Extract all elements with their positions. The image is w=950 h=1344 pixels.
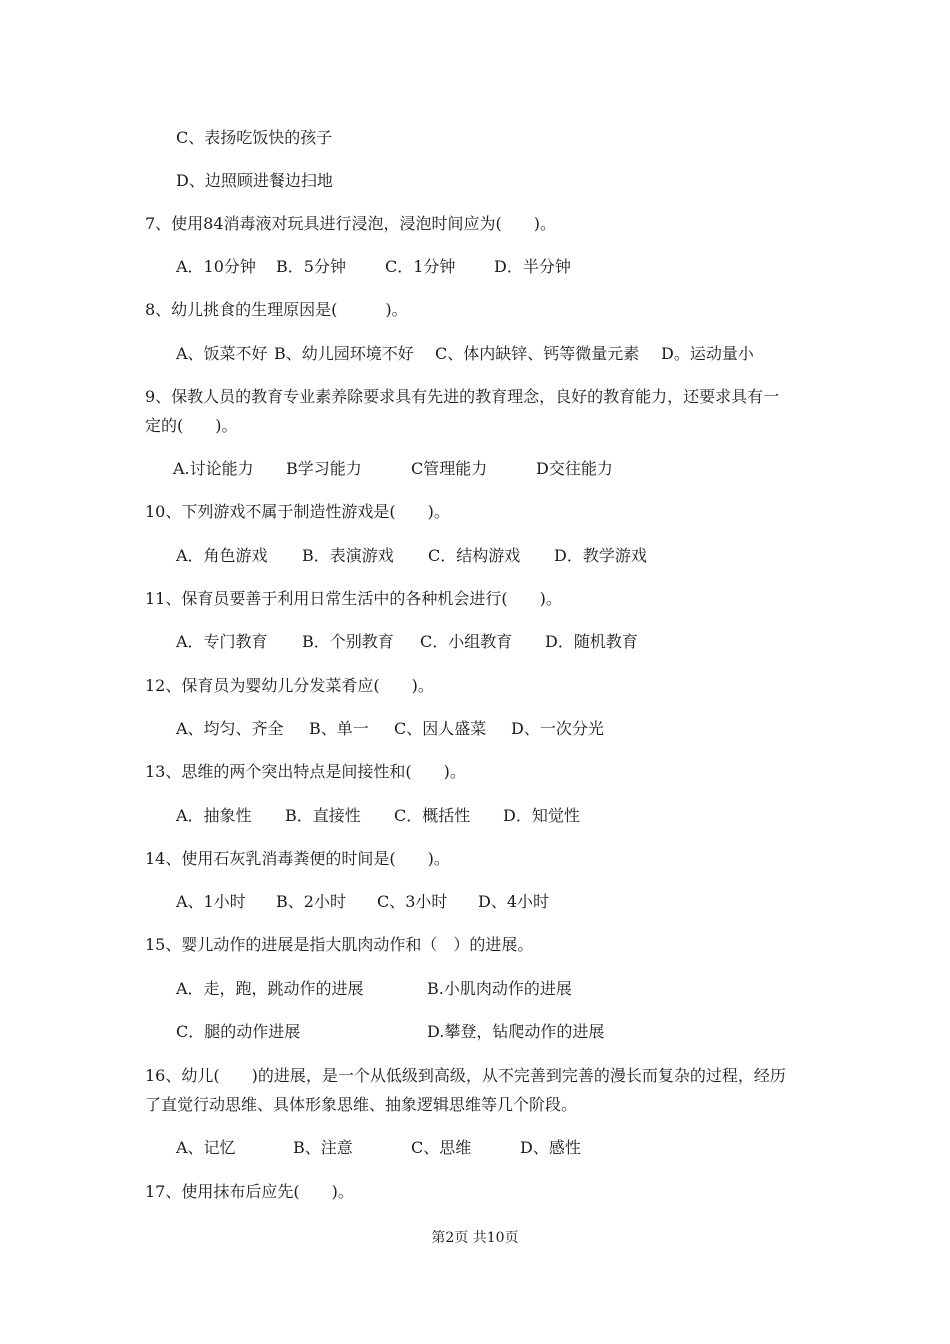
q6-option-d: D、边照顾进餐边扫地 (176, 171, 333, 190)
q15-question: 15、婴儿动作的进展是指大肌肉动作和（ ）的进展。 (145, 935, 534, 954)
q9-option-c: C管理能力 (411, 459, 488, 478)
q16-option-c: C、思维 (411, 1138, 472, 1157)
q10-option-b: B．表演游戏 (302, 546, 394, 565)
q7-option-a: A．10分钟 (176, 257, 256, 276)
q12-option-c: C、因人盛菜 (394, 719, 487, 738)
q11-option-b: B．个别教育 (302, 632, 394, 651)
q9-option-a: A.讨论能力 (173, 459, 254, 478)
q14-question: 14、使用石灰乳消毒粪便的时间是( )。 (145, 849, 450, 868)
q10-option-a: A．角色游戏 (176, 546, 268, 565)
q13-option-c: C．概括性 (394, 806, 471, 825)
q17-question: 17、使用抹布后应先( )。 (145, 1182, 354, 1201)
q10-option-d: D．教学游戏 (554, 546, 647, 565)
q9-question-line2: 定的( )。 (145, 416, 238, 435)
q16-question-line2: 了直觉行动思维、具体形象思维、抽象逻辑思维等几个阶段。 (145, 1095, 578, 1114)
q12-option-d: D、一次分光 (511, 719, 604, 738)
q16-option-a: A、记忆 (176, 1138, 236, 1157)
q12-option-b: B、单一 (309, 719, 369, 738)
q16-question-line1: 16、幼儿( )的进展，是一个从低级到高级，从不完善到完善的漫长而复杂的过程，经历 (145, 1066, 786, 1085)
q11-option-c: C．小组教育 (420, 632, 513, 651)
q7-option-b: B．5分钟 (276, 257, 346, 276)
q9-option-d: D交往能力 (536, 459, 613, 478)
q15-option-a: A．走，跑，跳动作的进展 (176, 979, 364, 998)
q16-option-b: B、注意 (293, 1138, 353, 1157)
q12-option-a: A、均匀、齐全 (176, 719, 284, 738)
q14-option-a: A、1小时 (176, 892, 246, 911)
q14-option-b: B、2小时 (276, 892, 346, 911)
q8-option-a: A、饭菜不好 (176, 344, 268, 363)
q15-option-c: C．腿的动作进展 (176, 1022, 301, 1041)
q8-question: 8、幼儿挑食的生理原因是( )。 (145, 300, 408, 319)
q8-option-b: B、幼儿园环境不好 (274, 344, 414, 363)
q9-option-b: B学习能力 (286, 459, 362, 478)
q11-question: 11、保育员要善于利用日常生活中的各种机会进行( )。 (145, 589, 562, 608)
q7-option-d: D．半分钟 (494, 257, 571, 276)
q13-option-d: D．知觉性 (503, 806, 580, 825)
q9-question-line1: 9、保教人员的教育专业素养除要求具有先进的教育理念，良好的教育能力，还要求具有一 (145, 387, 780, 406)
q14-option-d: D、4小时 (478, 892, 550, 911)
q13-question: 13、思维的两个突出特点是间接性和( )。 (145, 762, 466, 781)
q13-option-b: B．直接性 (285, 806, 361, 825)
q14-option-c: C、3小时 (377, 892, 448, 911)
page-number-footer: 第2页 共10页 (431, 1230, 519, 1246)
q6-option-c: C、表扬吃饭快的孩子 (176, 128, 333, 147)
q10-question: 10、下列游戏不属于制造性游戏是( )。 (145, 502, 450, 521)
q8-option-d: D。运动量小 (661, 344, 754, 363)
q7-option-c: C．1分钟 (385, 257, 456, 276)
q15-option-d: D.攀登，钻爬动作的进展 (427, 1022, 605, 1041)
q7-question: 7、使用84消毒液对玩具进行浸泡，浸泡时间应为( )。 (145, 214, 557, 233)
q16-option-d: D、感性 (520, 1138, 581, 1157)
q13-option-a: A．抽象性 (176, 806, 252, 825)
q11-option-d: D．随机教育 (545, 632, 638, 651)
q15-option-b: B.小肌肉动作的进展 (427, 979, 572, 998)
q8-option-c: C、体内缺锌、钙等微量元素 (435, 344, 640, 363)
q10-option-c: C．结构游戏 (428, 546, 521, 565)
q11-option-a: A．专门教育 (176, 632, 268, 651)
q12-question: 12、保育员为婴幼儿分发菜肴应( )。 (145, 676, 434, 695)
